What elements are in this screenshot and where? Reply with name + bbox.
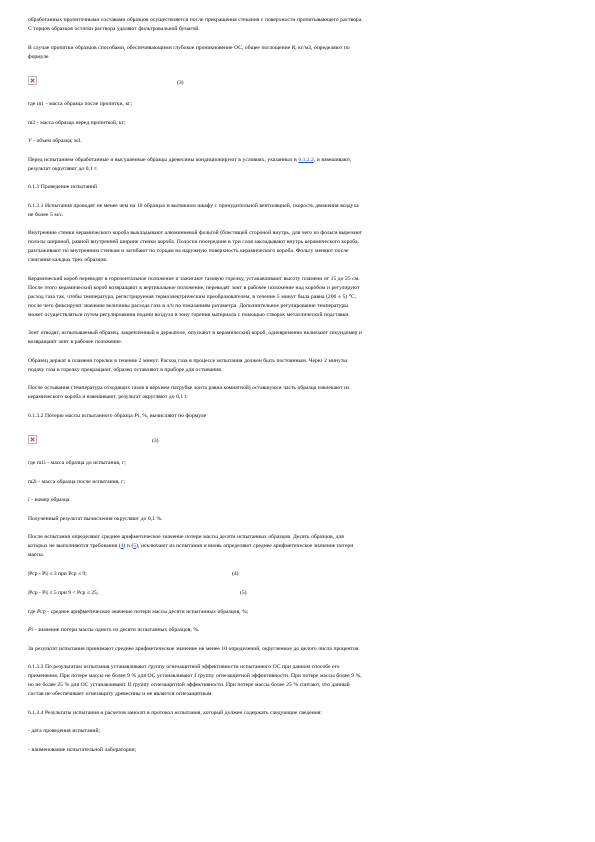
paragraph xyxy=(28,626,568,635)
text-line: Внутренние стенки керамического короба выкладывают алюминиевой фольгой (блестящей стороной внутрь, для чего из фольги вырезают xyxy=(28,230,362,236)
text-line: ), исключают из испытания и вновь определяют среднее арифметическое значение потери xyxy=(136,543,354,549)
text-line: С торцов образцов остатки раствора удаляют фильтровальной бумагой. xyxy=(28,26,200,32)
text-line: может осуществляться путем регулирования подачи воздуха в зону горения материала с помощью створок металлической подставки. xyxy=(28,311,350,318)
text-line: После остывания (температура отходящих газов в верхнем патрубке зонта равна комнатной) оставшуюся часть образца извлекают из xyxy=(28,385,350,391)
broken-image-icon[interactable] xyxy=(28,435,37,444)
text-line: где xyxy=(28,608,37,615)
paragraph xyxy=(28,16,568,34)
clause-link-6-1-2-2[interactable]: 6.1.2.2 xyxy=(298,156,314,163)
paragraph xyxy=(28,275,568,320)
paragraph: m2i - масса образца после испытания, г; xyxy=(28,478,125,485)
text-line: Зонт отводят, испытываемый образец, закрепленный в держателе, опускают в керамический короб, одновременно включают секундомер и xyxy=(28,330,362,336)
text-line: обработанных пропиточными составами образцов осуществляется после прекращения стекания с поверхности пропитывающего раствора. xyxy=(28,17,363,23)
paragraph xyxy=(28,357,568,375)
text-line: но не более 25 % для ОС устанавливают II группу огнезащитной эффективности. При потере массы более 25 % считают, что данный xyxy=(28,682,350,688)
paragraph xyxy=(28,137,568,146)
text-line: В случае пропитки образцов способами, обеспечивающими глубокое проникновение ОС, общее поглощение xyxy=(28,44,291,51)
symbol: Pср xyxy=(36,608,46,615)
paragraph xyxy=(28,608,568,617)
text-line: 6.1.3.2 Потерю массы испытанного образца xyxy=(28,412,135,419)
text-line: 6.1.3.3 По результатам испытания устанавливают группу огнезащитной эффективности испытанного ОС при данном способе его xyxy=(28,664,340,670)
formula-number: (5) xyxy=(240,589,247,596)
text-line: Керамический короб переводят в горизонтальное положение и зажигают газовую горелку, устанавливают высоту пламени от 15 до 25 см. xyxy=(28,275,360,282)
paragraph xyxy=(28,202,568,220)
paragraph: где m1 - масса образца после пропитки, кг; xyxy=(28,101,133,107)
symbol: V xyxy=(28,138,32,144)
paragraph xyxy=(28,156,568,174)
text-line: применения. При потере массы не более 9 % для ОС устанавливают I группу огнезащитной эффективности. При потере массы более 9 %, xyxy=(28,673,362,679)
condition-5 xyxy=(28,589,568,598)
text-line: разглаживают по внутренним стенкам и загибают по торцам на наружную поверхность керамического короба. Фольгу меняют после xyxy=(28,248,349,254)
text-line: После этого керамический короб возвращают в вертикальное положение, переводят зонт в рабочее положение над коробом и регулируют xyxy=(28,284,360,291)
symbol: R xyxy=(291,44,296,51)
list-item: - дата проведения испытаний; xyxy=(28,728,101,734)
text-line: ) и ( xyxy=(123,543,134,549)
text-line: формуле xyxy=(28,53,49,60)
formula-number: (3) xyxy=(152,438,159,444)
text-line: возвращают зонт в рабочее положение. xyxy=(28,339,123,345)
text-line: подачу газа в горелку прекращают, образец оставляют в приборе для остывания. xyxy=(28,366,223,373)
text-line: не более 5 м/с. xyxy=(28,211,64,218)
formula-number: (3) xyxy=(177,80,184,86)
text-line: полосы шириной, равной внутренней ширине стенки короба. Полоски посередине в три слоя закладывают внутрь керамического короба, xyxy=(28,239,359,245)
text-line: результат округляют до 0,1 г. xyxy=(28,165,98,172)
text-line: керамического короба и взвешивают, результат округляют до 0,1 г. xyxy=(28,394,188,400)
list-item: - наименование испытательной лаборатории; xyxy=(28,746,137,753)
condition-expression: |Pср - Pi| ≤ 5 при 9 < Pср ≤ 25, xyxy=(28,589,99,596)
text-line: - номер образца. xyxy=(29,497,71,503)
text-line: после чего фиксируют значение величины расхода газа в л/ч по показаниям ротаметра. Дополнительное регулирование температуры xyxy=(28,302,348,309)
paragraph xyxy=(28,229,568,265)
text-line: - среднее арифметическое значение потери массы десяти испытанных образцов, %; xyxy=(45,608,249,615)
text-line: которых не выполняются требования ( xyxy=(28,543,121,549)
formula-link-4[interactable]: 4 xyxy=(120,543,124,549)
formula-link-5[interactable]: 5 xyxy=(133,543,137,549)
symbol: i xyxy=(28,497,30,503)
paragraph xyxy=(28,663,568,699)
text-line: , кг/м3, определяют по xyxy=(295,44,350,51)
symbol: Pi xyxy=(134,412,140,419)
text-line: , %, вычисляют по формуле xyxy=(139,412,207,419)
text-line: - объем образца, м3. xyxy=(31,138,82,144)
text-line: сжигания каждых трех образцов. xyxy=(28,257,108,263)
formula-3 xyxy=(28,430,568,448)
text-line: расход газа так, чтобы температура, регистрируемая термоэлектрическим преобразователем, в течение 5 минут была равна (200 ± 5) °С, xyxy=(28,293,357,300)
section-heading: 6.1.3 Проведение испытаний xyxy=(28,184,98,190)
text-line: - значение потери массы одного из десяти испытанных образцов, %. xyxy=(32,627,200,633)
text-line: массы. xyxy=(28,552,45,558)
broken-image-icon[interactable] xyxy=(28,76,37,85)
paragraph xyxy=(28,496,568,505)
condition-expression: |Pср - Pi| ≤ 3 при Pср ≤ 9; xyxy=(28,570,87,577)
text-line: Образец держат в пламени горелки в течение 2 минут. Расход газа в процессе испытания должен быть постоянным. Через 2 минуты xyxy=(28,357,348,364)
paragraph xyxy=(28,384,568,402)
text-line: состав не обеспечивает огнезащиту древесины и не является огнезащитным. xyxy=(28,691,213,697)
formula-number: (4) xyxy=(232,570,239,577)
document-body xyxy=(28,16,568,764)
formula-2 xyxy=(28,71,568,89)
paragraph: За результат испытания принимают среднее арифметическое значение не менее 10 определений, округленное до целого числа процентов. xyxy=(28,645,360,652)
paragraph: Полученный результат вычисления округляют до 0,1 %. xyxy=(28,515,163,522)
paragraph: m2 - масса образца перед пропиткой, кг; xyxy=(28,119,126,126)
paragraph xyxy=(28,44,568,62)
paragraph: где m1i - масса образца до испытания, г; xyxy=(28,460,126,466)
paragraph xyxy=(28,412,568,421)
text-line: После испытания определяют среднее арифметическое значение потери массы десяти испытанных образцов. Десять образцов, для xyxy=(28,534,344,540)
paragraph xyxy=(28,533,568,560)
text-line: , и взвешивают, xyxy=(313,156,352,163)
condition-4 xyxy=(28,570,568,579)
paragraph xyxy=(28,329,568,347)
text-line: Перед испытанием обработанные и высушенные образцы древесины кондиционируют в условиях, указанных в xyxy=(28,156,299,163)
symbol: Pi xyxy=(28,627,33,633)
text-line: 6.1.3.1 Испытания проводят не менее чем на 10 образцах в вытяжном шкафу с принудительной вентиляцией, скорость движения воздуха xyxy=(28,202,359,209)
paragraph: 6.1.3.4 Результаты испытания и расчетов заносят в протокол испытания, который должен содержать следующие сведения: xyxy=(28,709,322,716)
